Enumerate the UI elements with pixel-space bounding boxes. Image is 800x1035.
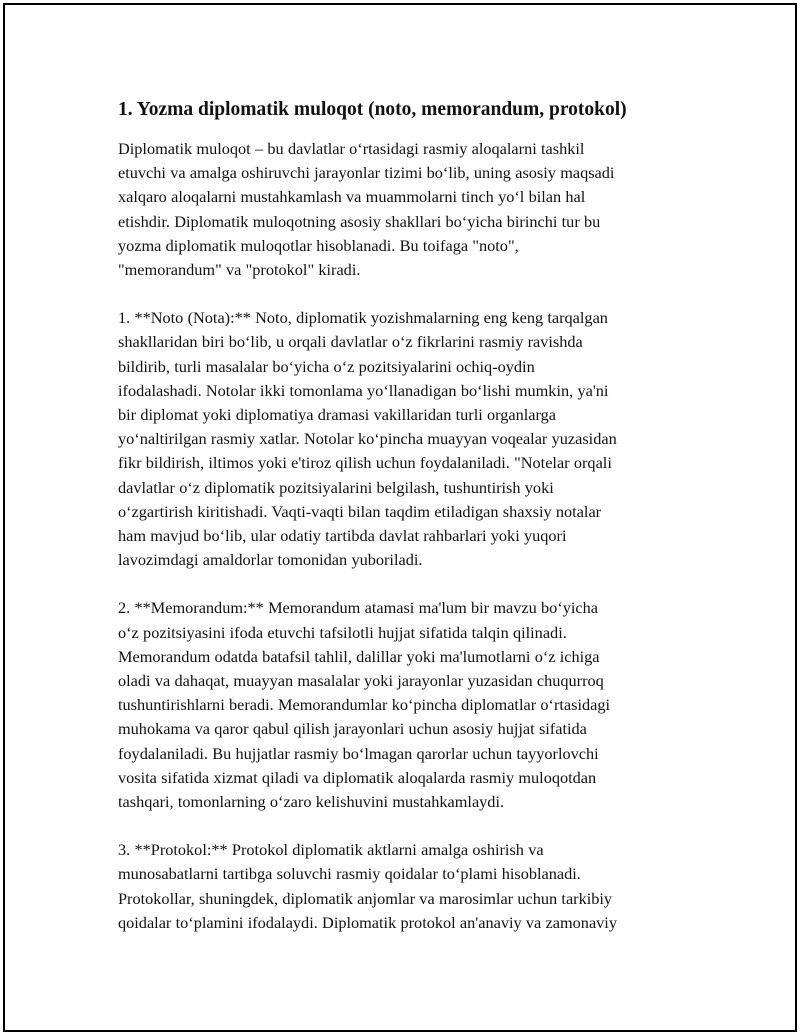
text-line: oladi va dahaqat, muayyan masalalar yoki jarayonlar yuzasidan chuqurroq	[118, 671, 604, 691]
text-line: ifodalashadi. Notolar ikki tomonlama yo‘llanadigan bo‘lishi mumkin, ya'ni	[118, 380, 609, 400]
text-line: Protokollar, shuningdek, diplomatik anjomlar va marosimlar uchun tarkibiy	[118, 888, 613, 908]
page-frame	[3, 3, 797, 1032]
text-line: foydalaniladi. Bu hujjatlar rasmiy bo‘lmagan qarorlar uchun tayyorlovchi	[118, 743, 599, 763]
text-line: 3. **Protokol:** Protokol diplomatik aktlarni amalga oshirish va	[118, 840, 544, 860]
text-line: bir diplomat yoki diplomatiya dramasi vakillaridan turli organlarga	[118, 405, 557, 425]
text-line: o‘z pozitsiyasini ifoda etuvchi tafsilotli hujjat sifatida talqin qilinadi.	[118, 622, 567, 642]
text-line: Memorandum odatda batafsil tahlil, dalillar yoki ma'lumotlarni o‘z ichiga	[118, 646, 600, 666]
paragraph-intro	[118, 137, 698, 282]
text-line: yo‘naltirilgan rasmiy xatlar. Notolar ko‘pincha muayyan voqealar yuzasidan	[118, 429, 617, 449]
text-line: 1. **Noto (Nota):** Noto, diplomatik yozishmalarning eng keng tarqalgan	[118, 308, 608, 328]
document-body	[118, 97, 698, 959]
text-line: tashqari, tomonlarning o‘zaro kelishuvini mustahkamlaydi.	[118, 792, 505, 812]
text-line: etishdir. Diplomatik muloqotning asosiy shakllari bo‘yicha birinchi tur bu	[118, 211, 601, 231]
text-line: lavozimdagi amaldorlar tomonidan yuboriladi.	[118, 550, 423, 570]
text-line: Diplomatik muloqot – bu davlatlar o‘rtasidagi rasmiy aloqalarni tashkil	[118, 139, 585, 158]
paragraph-memorandum	[118, 596, 698, 814]
text-line: 2. **Memorandum:** Memorandum atamasi ma'lum bir mavzu bo‘yicha	[118, 598, 598, 618]
text-line: etuvchi va amalga oshiruvchi jarayonlar tizimi bo‘lib, uning asosiy maqsadi	[118, 163, 615, 183]
text-line: munosabatlarni tartibga soluvchi rasmiy qoidalar to‘plami hisoblanadi.	[118, 864, 581, 884]
text-line: vosita sifatida xizmat qiladi va diplomatik aloqalarda rasmiy muloqotdan	[118, 767, 597, 787]
text-line: shakllaridan biri bo‘lib, u orqali davlatlar o‘z fikrlarini rasmiy ravishda	[118, 332, 583, 352]
text-line: bildirib, turli masalalar bo‘yicha o‘z pozitsiyalarini ochiq-oydin	[118, 356, 535, 376]
paragraph-noto	[118, 306, 698, 572]
text-line: yozma diplomatik muloqotlar hisoblanadi. Bu toifaga "noto",	[118, 235, 519, 255]
paragraph-protokol	[118, 838, 698, 935]
text-line: fikr bildirish, iltimos yoki e'tiroz qilish uchun foydalaniladi. "Notelar orqali	[118, 453, 612, 473]
text-line: xalqaro aloqalarni mustahkamlash va muammolarni tinch yo‘l bilan hal	[118, 187, 586, 207]
text-line: o‘zgartirish kiritishadi. Vaqti-vaqti bilan taqdim etiladigan shaxsiy notalar	[118, 501, 602, 521]
text-line: muhokama va qaror qabul qilish jarayonlari uchun asosiy hujjat sifatida	[118, 719, 587, 739]
document-heading: 1. Yozma diplomatik muloqot (noto, memorandum, protokol)	[118, 99, 627, 120]
text-line: qoidalar to‘plamini ifodalaydi. Diplomatik protokol an'anaviy va zamonaviy	[118, 912, 617, 932]
text-line: davlatlar o‘z diplomatik pozitsiyalarini belgilash, tushuntirish yoki	[118, 477, 554, 497]
text-line: tushuntirishlarni beradi. Memorandumlar ko‘pincha diplomatlar o‘rtasidagi	[118, 695, 611, 715]
text-line: ham mavjud bo‘lib, ular odatiy tartibda davlat rahbarlari yoki yuqori	[118, 526, 567, 546]
text-line: "memorandum" va "protokol" kiradi.	[118, 260, 361, 280]
